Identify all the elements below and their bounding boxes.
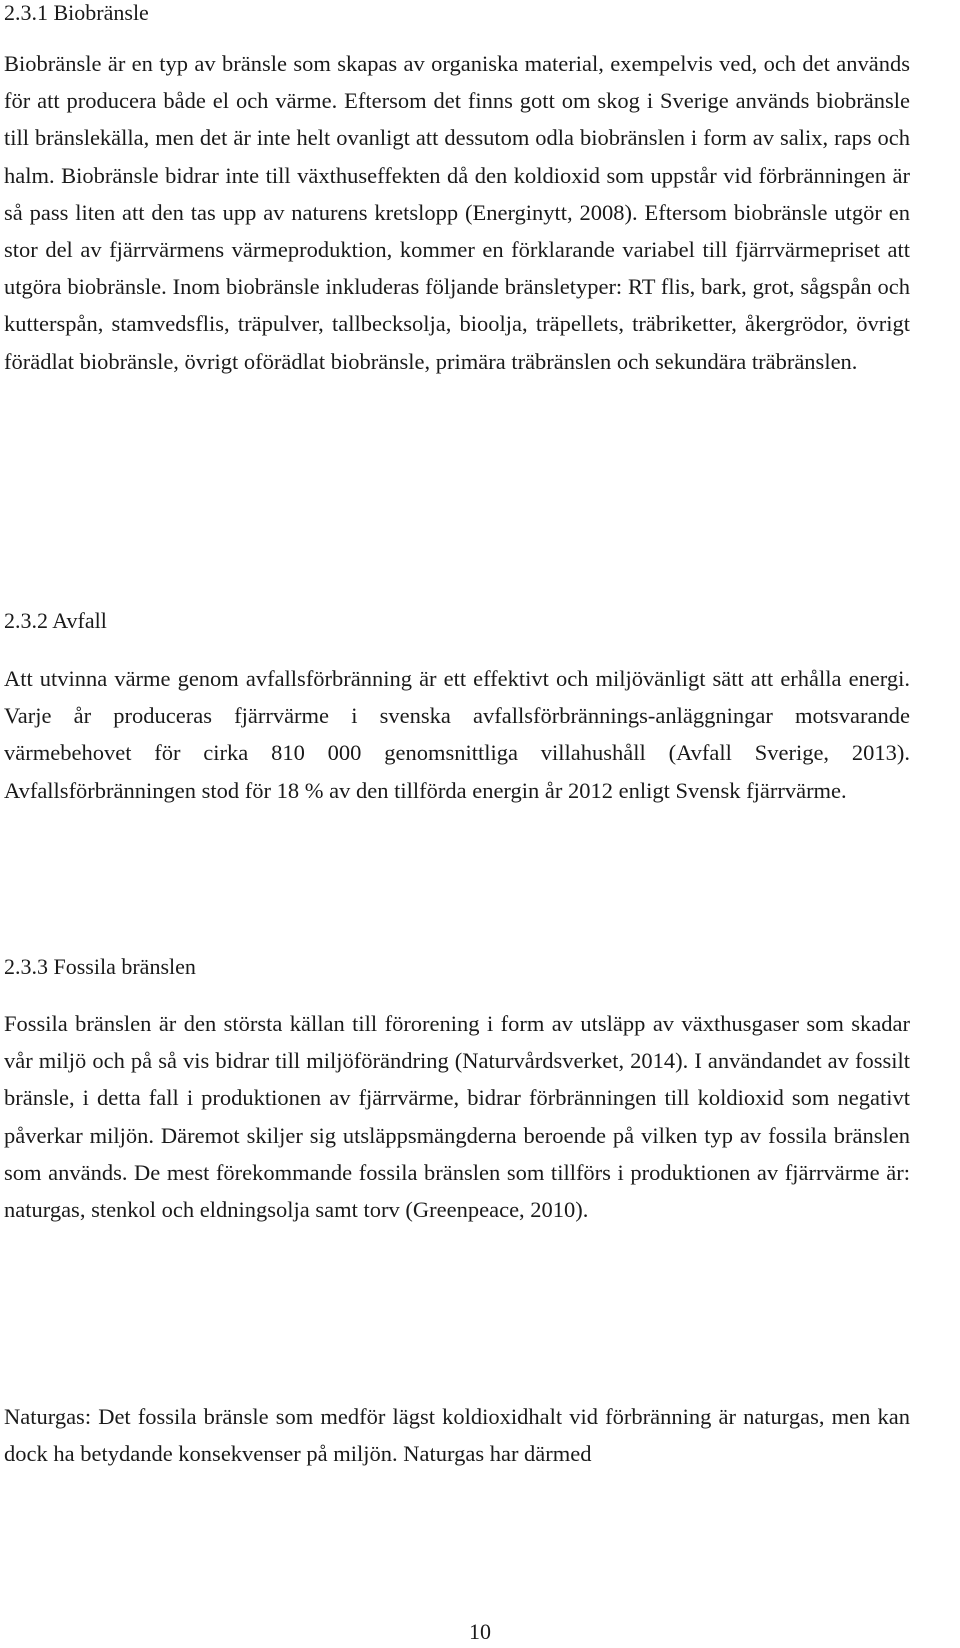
paragraph-fossila-branslen: Fossila bränslen är den största källan till förorening i form av utsläpp av växthusgaser som skadar vår miljö och på så vis bidrar till miljöförändring (Naturvårdsverket, 2014). I användandet av fossilt bränsle, i detta fall i produktionen av fjärrvärme, bidrar förbränningen till koldioxid som negativt påverkar miljön. Däremot skiljer sig utsläppsmängderna beroende på vilken typ av fossila bränslen som används. De mest förekommande fossila bränslen som tillförs i produktionen av fjärrvärme är: naturgas, stenkol och eldningsolja samt torv (Greenpeace, 2010). <box>4 1011 910 1223</box>
section-heading-biobransle: 2.3.1 Biobränsle <box>4 0 149 25</box>
paragraph-biobransle: Biobränsle är en typ av bränsle som skapas av organiska material, exempelvis ved, och det används för att producera både el och värme. Eftersom det finns gott om skog i Sverige används biobränsle till bränslekälla, men det är inte helt ovanligt att dessutom odla biobränslen i form av salix, raps och halm. Biobränsle bidrar inte till växthuseffekten då den koldioxid som uppstår vid förbränningen är så pass liten att den tas upp av naturens kretslopp (Energinytt, 2008). Eftersom biobränsle utgör en stor del av fjärrvärmens värmeproduktion, kommer en förklarande variabel till fjärrvärmepriset att utgöra biobränsle. Inom biobränsle inkluderas följande bränsletyper: RT flis, bark, grot, sågspån och kutterspån, stamvedsflis, träpulver, tallbecksolja, bioolja, träpellets, träbriketter, åkergrödor, övrigt förädlat biobränsle, övrigt oförädlat biobränsle, primära träbränslen och sekundära träbränslen. <box>4 51 910 374</box>
page-number: 10 <box>469 1619 491 1644</box>
section-heading-fossila-branslen: 2.3.3 Fossila bränslen <box>4 954 196 979</box>
paragraph-avfall: Att utvinna värme genom avfallsförbränning är ett effektivt och miljövänligt sätt att erhålla energi. Varje år produceras fjärrvärme i svenska avfallsförbrännings-anläggningar motsvarande värmebehovet för cirka 810 000 genomsnittliga villahushåll (Avfall Sverige, 2013). Avfallsförbränningen stod för 18 % av den tillförda energin år 2012 enligt Svensk fjärrvärme. <box>4 666 910 803</box>
paragraph-naturgas: Naturgas: Det fossila bränsle som medför lägst koldioxidhalt vid förbränning är naturgas, men kan dock ha betydande konsekvenser på miljön. Naturgas har därmed <box>4 1404 910 1467</box>
section-heading-avfall: 2.3.2 Avfall <box>4 608 107 633</box>
